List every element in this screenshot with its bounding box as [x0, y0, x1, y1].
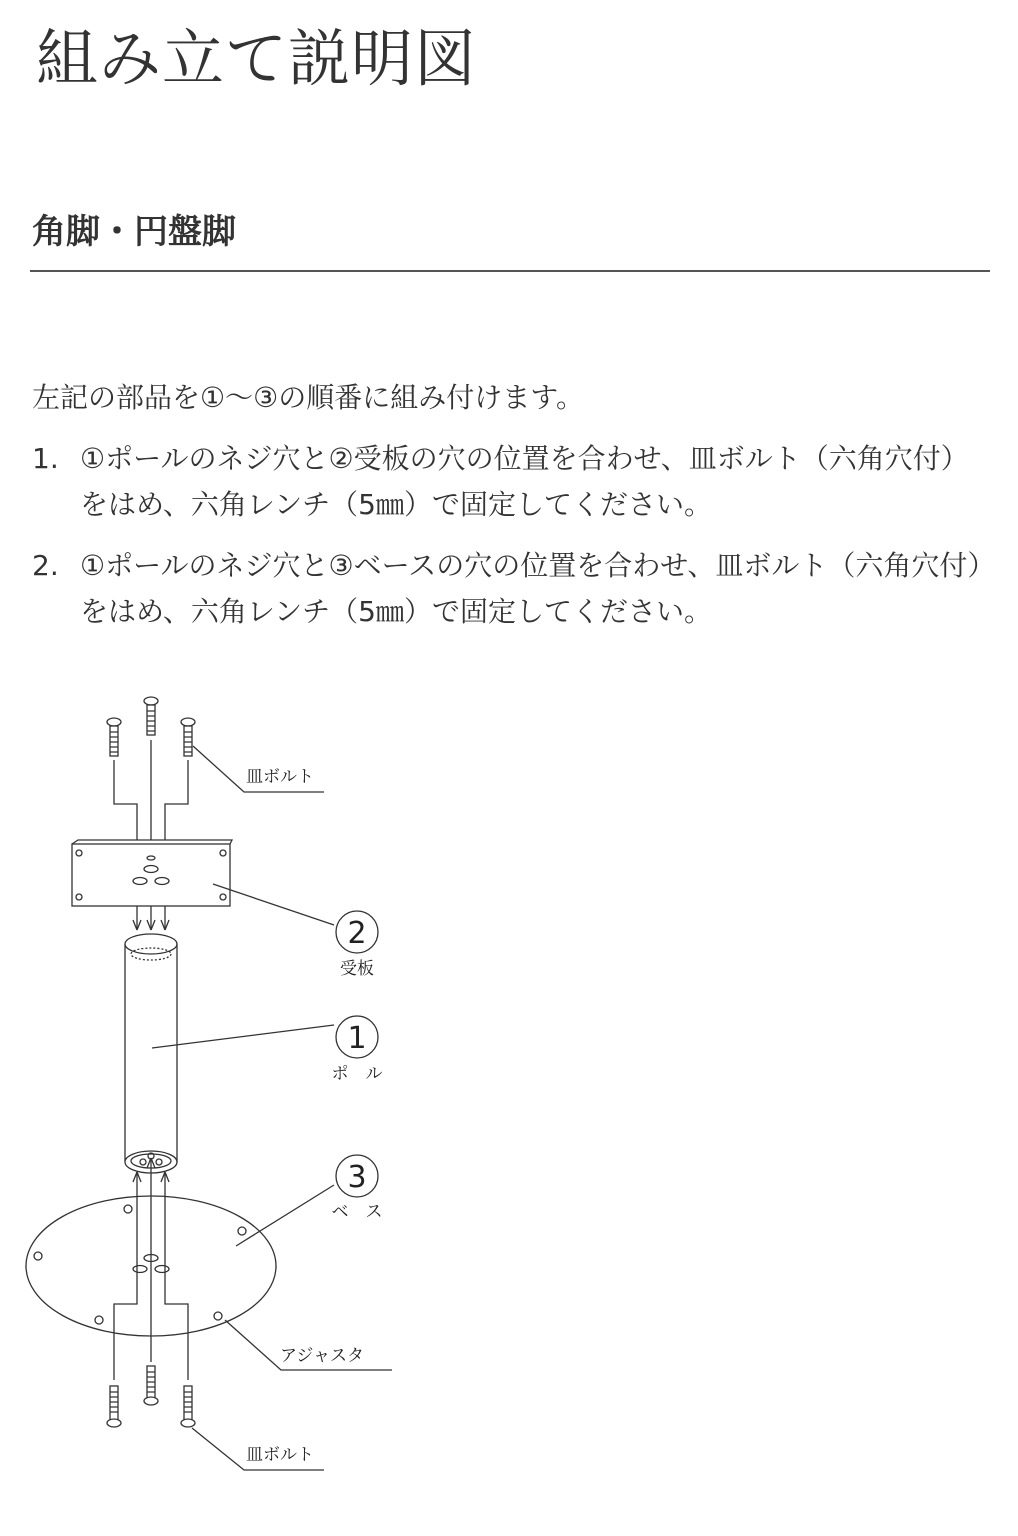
step-number: 2.: [32, 549, 59, 582]
assembly-diagram: [0, 680, 420, 1500]
step-1: [32, 436, 994, 528]
adjuster-label: アジャスタ: [280, 1346, 364, 1366]
bolt-bottom-right: [181, 1386, 195, 1427]
plate-leader: [213, 884, 334, 925]
step-2: [32, 543, 994, 635]
bolt-top-center: [144, 697, 158, 735]
pole: [125, 934, 177, 1173]
part-name-2: 受板: [340, 959, 374, 979]
step-text: ①ポールのネジ穴と②受板の穴の位置を合わせ、皿ボルト（六角穴付）をはめ、六角レンチ（5㎜）で固定してください。: [80, 442, 969, 521]
intro-text: 左記の部品を①〜③の順番に組み付けます。: [32, 381, 584, 414]
step-text: ①ポールのネジ穴と③ベースの穴の位置を合わせ、皿ボルト（六角穴付）をはめ、六角レンチ（5㎜）で固定してください。: [80, 549, 982, 628]
bolt-bottom-left: [107, 1386, 121, 1427]
receiving-plate: [72, 840, 232, 906]
bolt-label-top: 皿ボルト: [246, 767, 314, 787]
bolt-bottom-center: [144, 1366, 158, 1405]
bolt-label-bottom: 皿ボルト: [246, 1445, 314, 1465]
part-number-1: 1: [347, 1021, 367, 1056]
section-subtitle: 角脚・円盤脚: [32, 212, 236, 252]
part-number-3: 3: [347, 1160, 367, 1195]
page-title: 組み立て説明図: [36, 22, 478, 95]
part-name-3: ベ ス: [331, 1202, 383, 1222]
bottom-bolts: [107, 1366, 195, 1427]
section-divider: [30, 270, 990, 272]
bolt-top-right: [181, 718, 195, 756]
part-name-1: ポ ル: [331, 1064, 383, 1084]
step-number: 1.: [32, 442, 59, 475]
base-leader: [236, 1185, 334, 1246]
bolt-top-left: [107, 718, 121, 756]
pole-leader: [152, 1025, 334, 1048]
part-number-2: 2: [347, 916, 367, 951]
